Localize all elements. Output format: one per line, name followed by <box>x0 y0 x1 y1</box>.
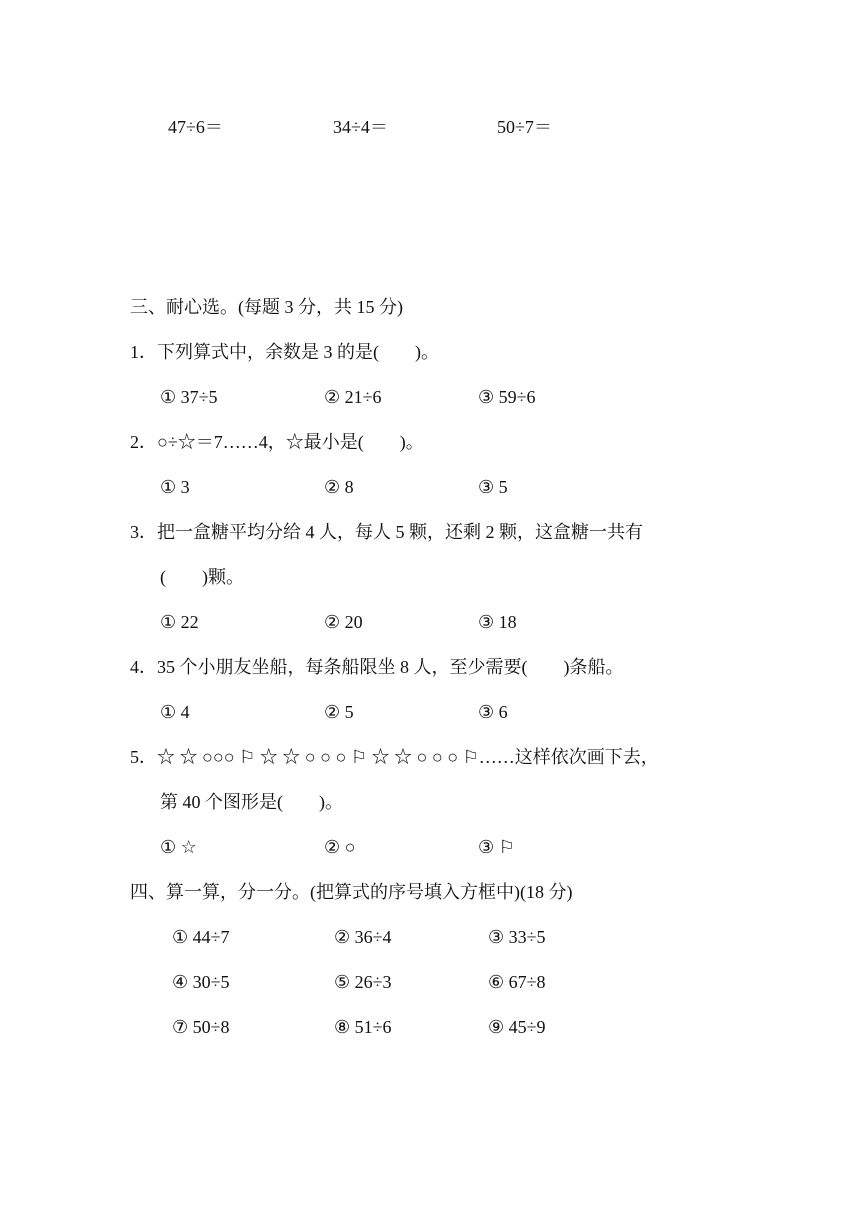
option: ③ 59÷6 <box>478 387 536 407</box>
section-title: 三、耐心选。(每题 3 分，共 15 分) <box>130 297 403 317</box>
option: ② 8 <box>324 477 354 497</box>
question-text: 3．把一盒糖平均分给 4 人，每人 5 颗，还剩 2 颗，这盒糖一共有 <box>130 522 643 542</box>
expression-item: ⑤ 26÷3 <box>334 972 392 992</box>
question-text: 2．○÷☆＝7……4，☆最小是( )。 <box>130 432 424 452</box>
expression-item: ② 36÷4 <box>334 927 392 947</box>
expression-item: ⑦ 50÷8 <box>172 1017 230 1037</box>
expression-item: ③ 33÷5 <box>488 927 546 947</box>
option: ① 37÷5 <box>160 387 218 407</box>
question-text: 4．35 个小朋友坐船，每条船限坐 8 人，至少需要( )条船。 <box>130 657 624 677</box>
calc-item: 50÷7＝ <box>497 117 552 137</box>
expression-item: ⑨ 45÷9 <box>488 1017 546 1037</box>
option: ③ 18 <box>478 612 517 632</box>
question-text: 1．下列算式中，余数是 3 的是( )。 <box>130 342 439 362</box>
question-text-continued: ( )颗。 <box>160 567 244 587</box>
expression-item: ① 44÷7 <box>172 927 230 947</box>
option: ① 22 <box>160 612 199 632</box>
expression-item: ④ 30÷5 <box>172 972 230 992</box>
calc-item: 34÷4＝ <box>333 117 388 137</box>
expression-item: ⑧ 51÷6 <box>334 1017 392 1037</box>
option: ① 4 <box>160 702 190 722</box>
option: ③ 5 <box>478 477 508 497</box>
calc-item: 47÷6＝ <box>168 117 223 137</box>
option: ② 5 <box>324 702 354 722</box>
question-text: 5．☆ ☆ ○○○ ⚐ ☆ ☆ ○ ○ ○ ⚐ ☆ ☆ ○ ○ ○ ⚐……这样依次画下去， <box>130 747 659 767</box>
expression-item: ⑥ 67÷8 <box>488 972 546 992</box>
option: ③ ⚐ <box>478 837 515 857</box>
question-text-continued: 第 40 个图形是( )。 <box>160 792 343 812</box>
option: ① ☆ <box>160 837 197 857</box>
option: ① 3 <box>160 477 190 497</box>
section-title: 四、算一算，分一分。(把算式的序号填入方框中)(18 分) <box>130 882 573 902</box>
option: ② ○ <box>324 837 356 857</box>
option: ② 21÷6 <box>324 387 382 407</box>
option: ② 20 <box>324 612 363 632</box>
option: ③ 6 <box>478 702 508 722</box>
